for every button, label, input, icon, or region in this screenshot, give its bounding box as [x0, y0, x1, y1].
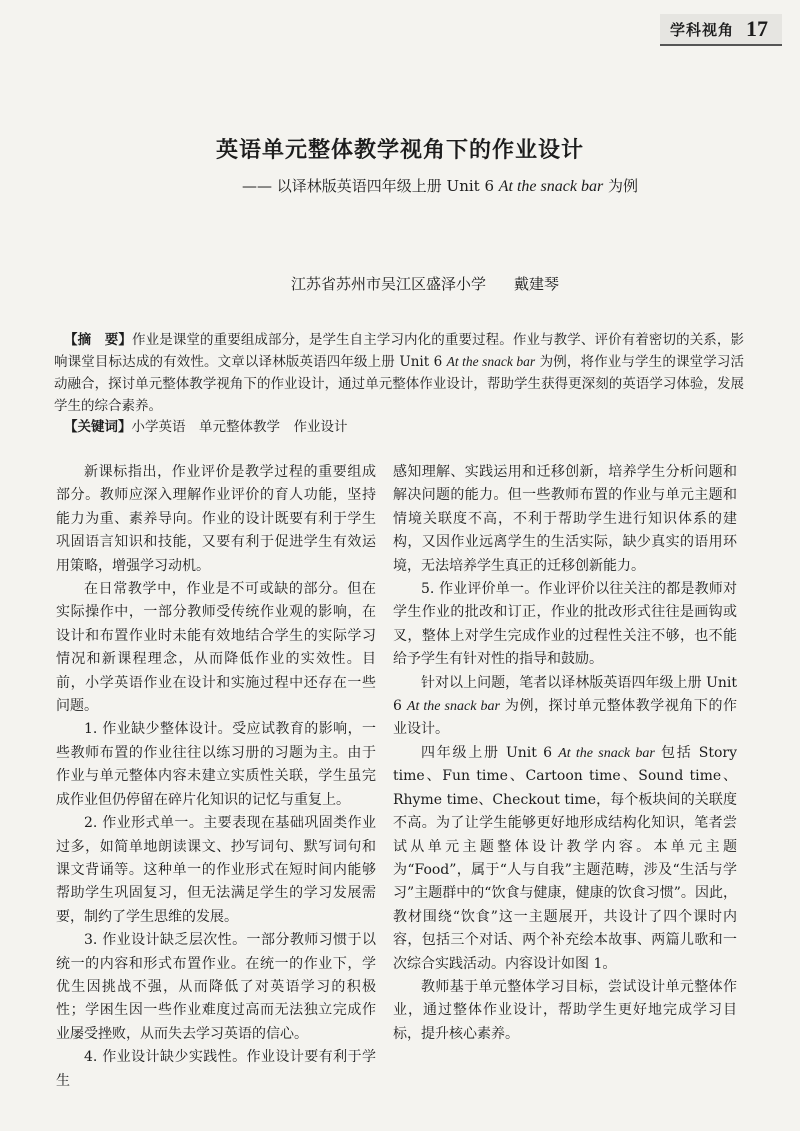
- paragraph: 在日常教学中，作业是不可或缺的部分。但在实际操作中，一部分教师受传统作业观的影响，在设计和布置作业时未能有效地结合学生的实际学习情况和新课程理念，从而降低作业的实效性。目前，小学英语作业在设计和实施过程中还存在一些问题。: [56, 581, 376, 715]
- paragraph-text: 包括 Story time、Fun time、Cartoon time、Sound time、Rhyme time、Checkout time，每个板块间的关联度不高。为了让学生能够更好地形成结构化知识，笔者尝试从单元主题整体设计教学内容。本单元主题为“Food”，属于“人与自我”主题范畴，涉及“生活与学习”主题群中的“饮食与健康，健康的饮食习惯”。因此，教材围绕“饮食”这一主题展开，共设计了四个课时内容，包括三个对话、两个补充绘本故事、两篇儿歌和一次综合实践活动。内容设计如图 1。: [393, 744, 737, 972]
- paragraph: 2. 作业形式单一。主要表现在基础巩固类作业过多，如简单地朗读课文、抄写词句、默写词句和课文背诵等。这种单一的作业形式在短时间内能够帮助学生巩固复习，但无法满足学生的学习发展需要，制约了学生思维的发展。: [56, 815, 376, 925]
- paragraph-text: 四年级上册 Unit 6: [421, 744, 559, 761]
- section-label: 学科视角: [669, 20, 734, 39]
- keywords-label: 【关键词】: [64, 419, 132, 435]
- paragraph: 感知理解、实践运用和迁移创新，培养学生分析问题和解决问题的能力。但一些教师布置的作业与单元主题和情境关联度不高，不利于帮助学生进行知识体系的建构，又因作业远离学生的生活实际，缺少真实的语用环境，无法培养学生真正的迁移创新能力。: [393, 464, 737, 574]
- paragraph: 1. 作业缺少整体设计。受应试教育的影响，一些教师布置的作业往往以练习册的习题为主。由于作业与单元整体内容未建立实质性关联，学生虽完成作业但仍停留在碎片化知识的记忆与重复上。: [56, 721, 376, 808]
- unit-title-italic: At the snack bar: [558, 745, 655, 761]
- article-subtitle: [0, 175, 800, 196]
- subtitle-suffix: 为例: [603, 177, 638, 195]
- paragraph-text: 针对以上问题，笔者以译林版英语四年级上册 Unit 6: [393, 674, 737, 715]
- byline: [0, 273, 800, 294]
- paragraph: [393, 742, 737, 976]
- header-tab: [660, 14, 782, 46]
- left-column: [56, 461, 376, 1093]
- page-number: 17: [746, 16, 768, 41]
- abstract-italic: At the snack bar: [446, 354, 536, 369]
- keywords-text: 小学英语 单元整体教学 作业设计: [131, 419, 348, 435]
- paragraph: 5. 作业评价单一。作业评价以往关注的都是教师对学生作业的批改和订正，作业的批改形式往往是画钩或叉，整体上对学生完成作业的过程性关注不够，也不能给予学生有针对性的指导和鼓励。: [393, 581, 737, 668]
- abstract-label: 【摘 要】: [64, 332, 133, 348]
- abstract: [54, 329, 744, 417]
- paragraph: 教师基于单元整体学习目标，尝试设计单元整体作业，通过整体作业设计，帮助学生更好地完成学习目标，提升核心素养。: [393, 978, 737, 1042]
- subtitle-italic: At the snack bar: [498, 178, 604, 195]
- paragraph: 4. 作业设计缺少实践性。作业设计要有利于学生: [56, 1049, 376, 1089]
- affiliation: 江苏省苏州市吴江区盛泽小学: [290, 275, 486, 293]
- paragraph: 新课标指出，作业评价是教学过程的重要组成部分。教师应深入理解作业评价的育人功能，坚持能力为重、素养导向。作业的设计既要有利于学生巩固语言知识和技能，又要有利于促进学生有效运用策略，增强学习动机。: [56, 464, 376, 574]
- abstract-text-2: 为例，将作业与学生的课堂学习活动融合，探讨单元整体教学视角下的作业设计，通过单元整体作业设计，帮助学生获得更深刻的英语学习体验，发展学生的综合素养。: [54, 354, 745, 414]
- subtitle-prefix: —— 以译林版英语四年级上册 Unit 6: [242, 177, 499, 195]
- abstract-text-1: 作业是课堂的重要组成部分，是学生自主学习内化的重要过程。作业与教学、评价有着密切的关系，影响课堂目标达成的有效性。文章以译林版英语四年级上册 Unit 6: [54, 332, 745, 370]
- unit-title-italic: At the snack bar: [406, 699, 500, 715]
- keywords: [54, 416, 744, 438]
- paragraph: 3. 作业设计缺乏层次性。一部分教师习惯于以统一的内容和形式布置作业。在统一的作业下，学优生因挑战不强，从而降低了对英语学习的积极性；学困生因一些作业难度过高而无法独立完成作业屡受挫败，从而失去学习英语的信心。: [56, 932, 376, 1042]
- author: 戴建琴: [514, 275, 560, 293]
- paragraph: [393, 672, 737, 742]
- article-title: 英语单元整体教学视角下的作业设计: [215, 138, 584, 163]
- paragraph-text: 为例，探讨单元整体教学视角下的作业设计。: [393, 698, 738, 738]
- right-column: [393, 461, 737, 1046]
